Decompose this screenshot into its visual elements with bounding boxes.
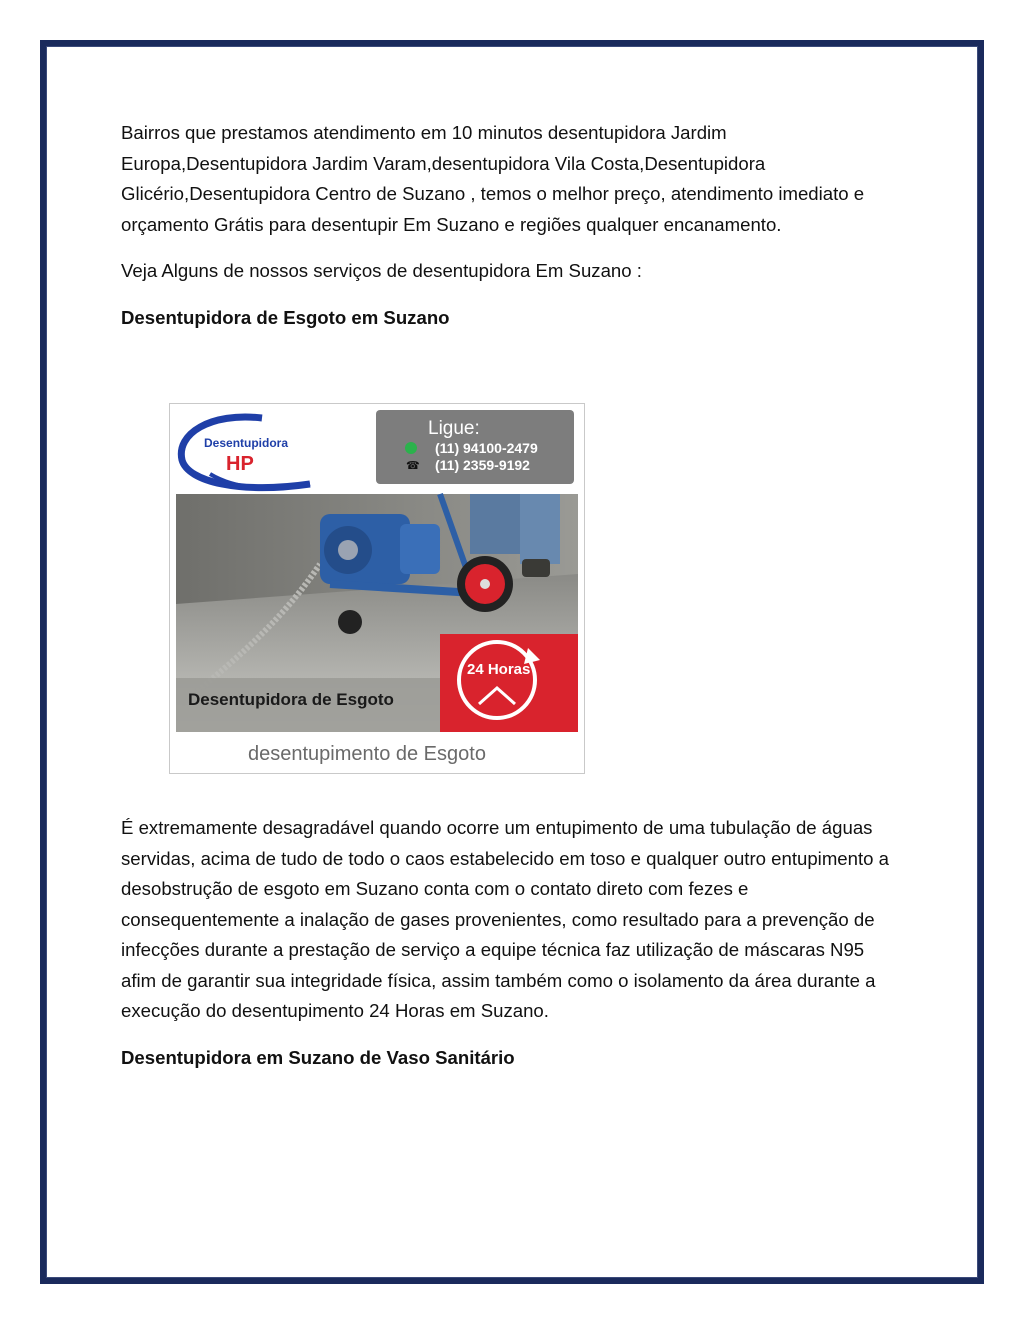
phone-1: (11) 94100-2479 bbox=[435, 440, 538, 456]
services-intro: Veja Alguns de nossos serviços de desentupidora Em Suzano : bbox=[121, 260, 642, 281]
body-paragraph: É extremamente desagradável quando ocorre um entupimento de uma tubulação de águas servidas, acima de tudo de todo o caos estabelecido em toso e qualquer outro entupimento a desobstrução de esgoto em Suzano conta com o contato direto com fezes e consequentemente a inalação de gases provenientes, como resultado para a prevenção de infecções durante a prestação de serviço a equipe técnica faz utilização de máscaras N95 afim de garantir sua integridade física, assim também como o isolamento da área durante a execução do desentupimento 24 Horas em Suzano. bbox=[121, 817, 889, 1021]
heading-vaso: Desentupidora em Suzano de Vaso Sanitário bbox=[121, 1046, 515, 1068]
logo-brand-text: HP bbox=[226, 453, 254, 475]
top-text-block bbox=[121, 118, 901, 349]
image-caption: desentupimento de Esgoto bbox=[248, 743, 486, 765]
bottom-text-block bbox=[121, 813, 901, 1089]
phone-2: (11) 2359-9192 bbox=[435, 457, 530, 473]
service-image bbox=[169, 403, 585, 774]
logo-top-text: Desentupidora bbox=[204, 436, 289, 450]
call-label: Ligue: bbox=[428, 418, 480, 439]
intro-paragraph: Bairros que prestamos atendimento em 10 minutos desentupidora Jardim Europa,Desentupidora Jardim Varam,desentupidora Vila Costa,Desentupidora Glicério,Desentupidora Centro de Suzano , temos o melhor preço, atendimento imediato e orçamento Grátis para desentupir Em Suzano e regiões qualquer encanamento. bbox=[121, 122, 865, 235]
badge-text: 24 Horas bbox=[467, 661, 531, 678]
banner-text: Desentupidora de Esgoto bbox=[188, 690, 394, 709]
whatsapp-icon bbox=[405, 442, 417, 454]
phone-icon: ☎ bbox=[406, 459, 420, 472]
heading-esgoto: Desentupidora de Esgoto em Suzano bbox=[121, 306, 450, 328]
